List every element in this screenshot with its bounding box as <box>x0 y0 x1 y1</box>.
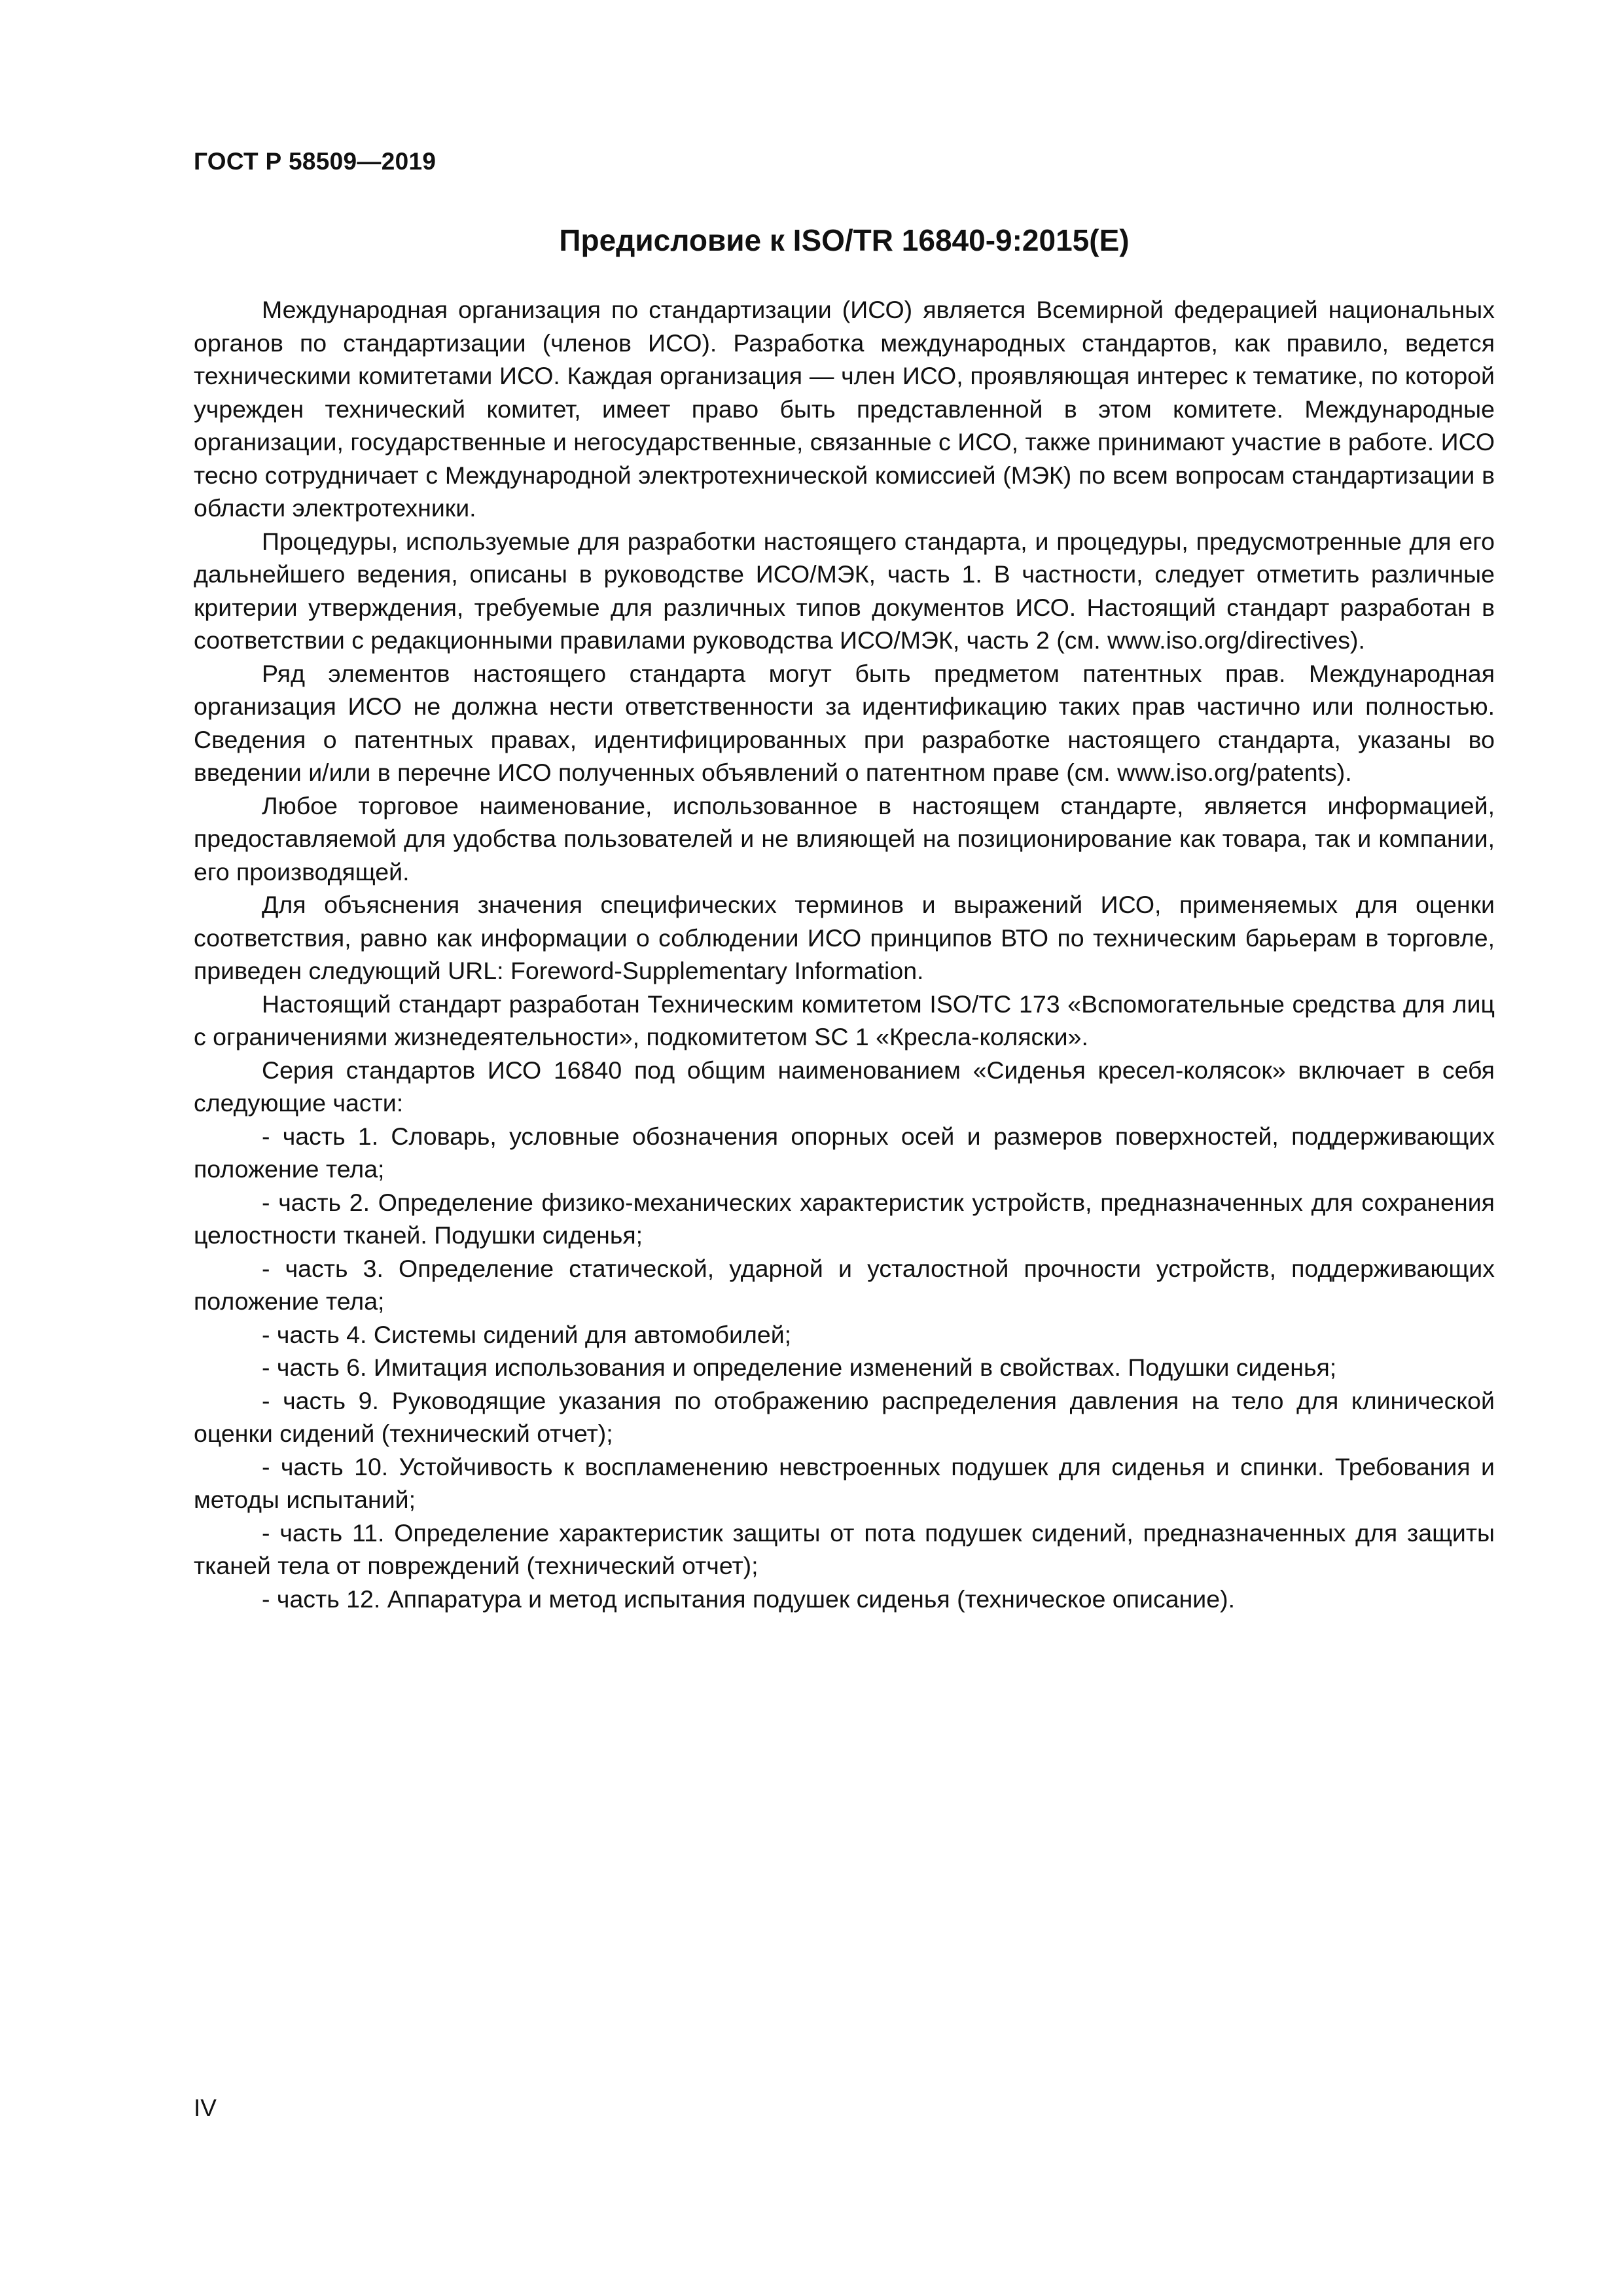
list-item-part-1: - часть 1. Словарь, условные обозначения опорных осей и размеров поверхностей, поддерживающих положение тела; <box>194 1122 1495 1183</box>
paragraph-technical-committee: Настоящий стандарт разработан Техническим комитетом ISO/TC 173 «Вспомогательные средства для лиц с ограничениями жизнедеятельности», подкомитетом SC 1 «Кресла-коляски». <box>194 990 1495 1050</box>
list-item-part-4: - часть 4. Системы сидений для автомобилей; <box>262 1320 792 1348</box>
paragraph-procedures: Процедуры, используемые для разработки настоящего стандарта, и процедуры, предусмотренные для его дальнейшего ведения, описаны в руководстве ИСО/МЭК, часть 1. В частности, следует отметить различные критерии утверждения, требуемые для различных типов документов ИСО. Настоящий стандарт разработан в соответствии с редакционными правилами руководства ИСО/МЭК, часть 2 (см. www.iso.org/directives). <box>194 527 1495 654</box>
list-item-part-9: - часть 9. Руководящие указания по отображению распределения давления на тело для клинической оценки сидений (технический отчет); <box>194 1386 1495 1447</box>
paragraph-trade-names: Любое торговое наименование, использованное в настоящем стандарте, является информацией, предоставляемой для удобства пользователей и не влияющей на позиционирование как товара, так и компании, его производящей. <box>194 791 1495 886</box>
paragraph-wto-info: Для объяснения значения специфических терминов и выражений ИСО, применяемых для оценки соответствия, равно как информации о соблюдении ИСО принципов ВТО по техническим барьерам в торговле, приведен следующий URL: Foreword-Supplementary Information. <box>194 891 1495 984</box>
list-item-part-2: - часть 2. Определение физико-механических характеристик устройств, предназначенных для сохранения целостности тканей. Подушки сиденья; <box>194 1188 1495 1249</box>
list-item-part-6: - часть 6. Имитация использования и определение изменений в свойствах. Подушки сиденья; <box>262 1354 1337 1381</box>
list-item-part-10: - часть 10. Устойчивость к воспламенению невстроенных подушек для сиденья и спинки. Требования и методы испытаний; <box>194 1452 1495 1513</box>
page-title: Предисловие к ISO/TR 16840-9:2015(E) <box>559 223 1130 257</box>
list-item-part-3: - часть 3. Определение статической, ударной и усталостной прочности устройств, поддерживающих положение тела; <box>194 1254 1495 1315</box>
list-item-part-11: - часть 11. Определение характеристик защиты от пота подушек сидений, предназначенных для защиты тканей тела от повреждений (технический отчет); <box>194 1518 1495 1579</box>
list-item-part-12: - часть 12. Аппаратура и метод испытания подушек сиденья (техническое описание). <box>262 1585 1235 1613</box>
page-number: IV <box>194 2094 217 2121</box>
paragraph-patents: Ряд элементов настоящего стандарта могут быть предметом патентных прав. Международная организация ИСО не должна нести ответственности за идентификацию таких прав частично или полностью. Сведения о патентных правах, идентифицированных при разработке настоящего стандарта, указаны во введении и/или в перечне ИСО полученных объявлений о патентном праве (см. www.iso.org/patents). <box>194 659 1495 786</box>
document-header: ГОСТ Р 58509—2019 <box>194 148 437 175</box>
document-body <box>194 293 1495 1615</box>
paragraph-iso-organization: Международная организация по стандартизации (ИСО) является Всемирной федерацией национальных органов по стандартизации (членов ИСО). Разработка международных стандартов, как правило, ведется техническими комитетами ИСО. Каждая организация — член ИСО, проявляющая интерес к тематике, по которой учрежден технический комитет, имеет право быть представленной в этом комитете. Международные организации, государственные и негосударственные, связанные с ИСО, также принимают участие в работе. ИСО тесно сотрудничает с Международной электротехнической комиссией (МЭК) по всем вопросам стандартизации в области электротехники. <box>194 296 1495 522</box>
paragraph-series-intro: Серия стандартов ИСО 16840 под общим наименованием «Сиденья кресел-колясок» включает в себя следующие части: <box>194 1056 1495 1117</box>
